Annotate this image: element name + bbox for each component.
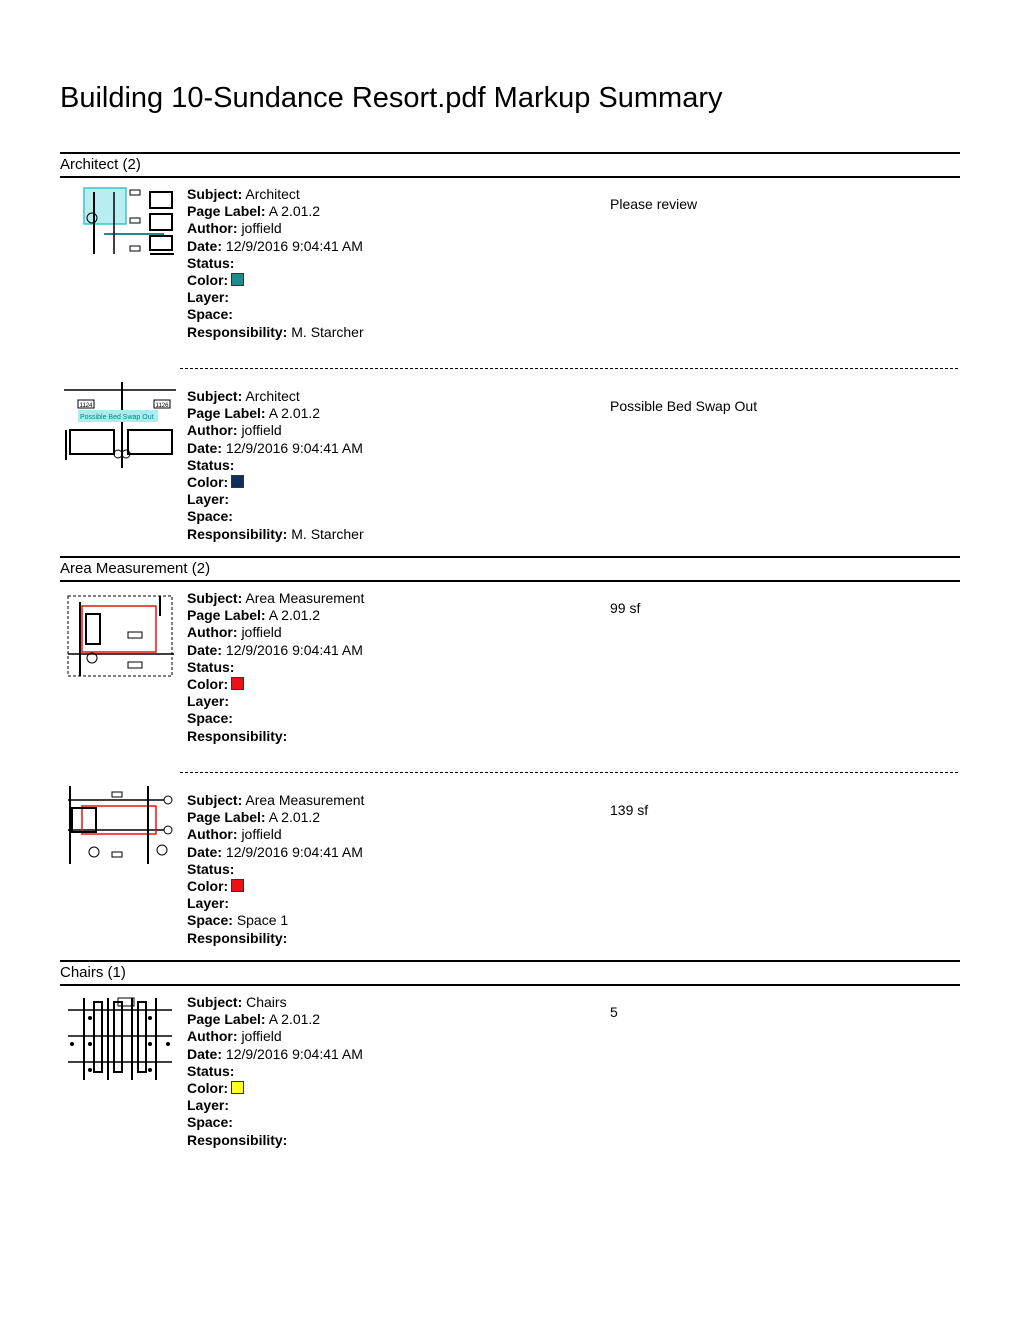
entry-divider [180,368,958,369]
field-label-date: Date: [187,1045,223,1062]
field-label-author: Author: [187,826,238,843]
section-header: Architect (2) [60,152,960,178]
field-label-date: Date: [187,843,223,860]
field-label-color: Color: [187,473,229,490]
page-label-value: A 2.01.2 [268,607,321,624]
markup-entry[interactable] [60,986,960,1176]
field-label-color: Color: [187,1079,229,1096]
field-label-space: Space: [187,306,233,323]
field-label-subject: Subject: [187,994,243,1010]
date-value: 12/9/2016 9:04:41 AM [225,237,363,254]
field-label-status: Status: [187,1062,235,1079]
markup-comment: 139 sf [610,802,649,818]
space-value: Space 1 [236,912,289,929]
cloud-markup [84,188,126,224]
date-value: 12/9/2016 9:04:41 AM [225,843,363,860]
field-label-date: Date: [187,641,223,658]
field-label-responsibility: Responsibility: [187,929,288,946]
page-title: Building 10-Sundance Resort.pdf Markup Summary [60,82,723,114]
page-label-value: A 2.01.2 [268,405,321,422]
color-swatch [231,677,244,690]
svg-text:Possible Bed Swap Out: Possible Bed Swap Out [80,414,154,421]
svg-text:1124: 1124 [79,403,93,409]
author-value: joffield [241,1028,282,1045]
field-label-responsibility: Responsibility: [187,323,288,340]
field-label-layer: Layer: [187,491,230,508]
color-swatch [231,475,244,488]
section-header: Chairs (1) [60,960,960,986]
field-label-layer: Layer: [187,895,230,912]
author-value: joffield [241,220,282,237]
field-label-space: Space: [187,710,233,727]
subject-value: Chairs [246,994,287,1010]
entry-divider [180,772,958,773]
section-chairs [60,960,960,1176]
markup-comment: Possible Bed Swap Out [610,398,758,414]
markup-entry[interactable] [60,772,960,962]
field-label-page: Page Label: [187,607,266,624]
section-header: Area Measurement (2) [60,556,960,582]
section-architect [60,152,960,558]
field-label-date: Date: [187,237,223,254]
markup-thumbnail [64,184,176,272]
author-value: joffield [241,624,282,641]
responsibility-value: M. Starcher [291,323,364,340]
color-swatch [231,879,244,892]
responsibility-value: M. Starcher [291,525,364,542]
markup-thumbnail [64,592,176,680]
color-swatch [231,1081,244,1094]
author-value: joffield [241,826,282,843]
date-value: 12/9/2016 9:04:41 AM [225,439,363,456]
markup-comment: 99 sf [610,600,641,616]
field-label-page: Page Label: [187,809,266,826]
field-label-color: Color: [187,271,229,288]
field-label-page: Page Label: [187,1011,266,1028]
markup-comment: Please review [610,196,698,212]
field-label-author: Author: [187,422,238,439]
field-label-author: Author: [187,624,238,641]
field-label-subject: Subject: [187,792,243,808]
field-label-page: Page Label: [187,203,266,220]
field-label-status: Status: [187,456,235,473]
section-area-measurement [60,556,960,962]
markup-thumbnail [64,380,176,468]
field-label-date: Date: [187,439,223,456]
markup-entry[interactable] [60,178,960,368]
svg-text:1126: 1126 [155,403,169,409]
field-label-subject: Subject: [187,590,243,606]
field-label-space: Space: [187,912,233,929]
field-label-responsibility: Responsibility: [187,525,288,542]
subject-value: Architect [245,186,300,202]
field-label-status: Status: [187,860,235,877]
markup-comment: 5 [610,1004,618,1020]
subject-value: Area Measurement [245,792,365,808]
field-label-status: Status: [187,254,235,271]
field-label-layer: Layer: [187,289,230,306]
field-label-status: Status: [187,658,235,675]
field-label-space: Space: [187,1114,233,1131]
field-label-subject: Subject: [187,186,243,202]
page-label-value: A 2.01.2 [268,203,321,220]
field-label-color: Color: [187,675,229,692]
field-label-page: Page Label: [187,405,266,422]
field-label-color: Color: [187,877,229,894]
date-value: 12/9/2016 9:04:41 AM [225,641,363,658]
field-label-responsibility: Responsibility: [187,727,288,744]
field-label-layer: Layer: [187,1097,230,1114]
subject-value: Area Measurement [245,590,365,606]
field-label-space: Space: [187,508,233,525]
author-value: joffield [241,422,282,439]
markup-entry[interactable] [60,582,960,772]
date-value: 12/9/2016 9:04:41 AM [225,1045,363,1062]
markup-thumbnail [64,784,176,872]
page-label-value: A 2.01.2 [268,809,321,826]
area-polygon [82,606,156,652]
field-label-author: Author: [187,220,238,237]
page-label-value: A 2.01.2 [268,1011,321,1028]
field-label-layer: Layer: [187,693,230,710]
markup-thumbnail [64,996,176,1084]
field-label-author: Author: [187,1028,238,1045]
field-label-subject: Subject: [187,388,243,404]
color-swatch [231,273,244,286]
markup-entry[interactable] [60,368,960,558]
subject-value: Architect [245,388,300,404]
field-label-responsibility: Responsibility: [187,1131,288,1148]
